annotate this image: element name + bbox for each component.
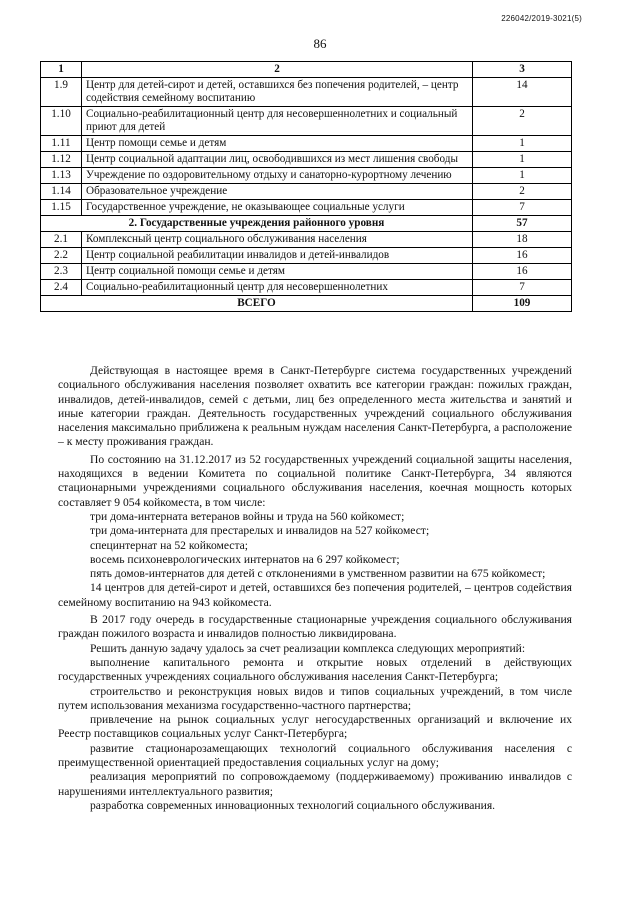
row-count-cell: 1 xyxy=(473,136,572,152)
row-name-cell: Образовательное учреждение xyxy=(82,184,473,200)
row-name-cell: Центр социальной помощи семье и детям xyxy=(82,264,473,280)
row-number-cell: 1.12 xyxy=(41,152,82,168)
row-name-cell: Центр социальной адаптации лиц, освободившихся из мест лишения свободы xyxy=(82,152,473,168)
row-number-cell: 1.15 xyxy=(41,200,82,216)
row-number-cell: 2.2 xyxy=(41,248,82,264)
column-header-3: 3 xyxy=(473,62,572,78)
row-count-cell: 7 xyxy=(473,200,572,216)
table-row xyxy=(41,78,572,107)
table-row xyxy=(41,184,572,200)
column-header-2: 2 xyxy=(82,62,473,78)
column-header-1: 1 xyxy=(41,62,82,78)
table-row xyxy=(41,200,572,216)
total-count-cell: 109 xyxy=(473,296,572,312)
row-number-cell: 1.13 xyxy=(41,168,82,184)
paragraph: развитие стационарозамещающих технологий социального обслуживания населения с преимущественной ориентацией предоставления социальных услуг на дому; xyxy=(58,741,572,770)
paragraph: По состоянию на 31.12.2017 из 52 государственных учреждений социальной защиты населения, находящихся в ведении Комитета по социальной политике Санкт-Петербурга, 34 являются стационарными учреждениями социального обслуживания населения, коечная мощность которых составляет 9 054 койкоместа, в том числе: xyxy=(58,452,572,509)
total-label-cell: ВСЕГО xyxy=(41,296,473,312)
paragraph: реализация мероприятий по сопровождаемому (поддерживаемому) проживанию инвалидов с нарушениями интеллектуального развития; xyxy=(58,770,572,798)
paragraph: восемь психоневрологических интернатов на 6 297 койкомест; xyxy=(90,552,400,566)
document-id: 226042/2019-3021(5) xyxy=(501,14,582,23)
row-name-cell: Социально-реабилитационный центр для несовершеннолетних xyxy=(82,280,473,296)
row-count-cell: 16 xyxy=(473,248,572,264)
table-row xyxy=(41,232,572,248)
row-name-cell: Центр для детей-сирот и детей, оставшихся без попечения родителей, – центр содействия семейному воспитанию xyxy=(82,78,473,107)
institutions-table xyxy=(40,61,572,312)
paragraph: три дома-интерната ветеранов войны и труда на 560 койкомест; xyxy=(90,509,405,523)
row-count-cell: 1 xyxy=(473,152,572,168)
row-count-cell: 2 xyxy=(473,107,572,136)
paragraph: три дома-интерната для престарелых и инвалидов на 527 койкомест; xyxy=(90,524,430,538)
row-count-cell: 18 xyxy=(473,232,572,248)
table-row xyxy=(41,152,572,168)
row-count-cell: 2 xyxy=(473,184,572,200)
paragraph: пять домов-интернатов для детей с отклонениями в умственном развитии на 675 койкомест; xyxy=(90,567,546,581)
paragraph: привлечение на рынок социальных услуг негосударственных организаций и включение их Реестр поставщиков социальных услуг Санкт-Петербурга; xyxy=(58,713,572,741)
paragraph: строительство и реконструкция новых видов и типов социальных учреждений, в том числе путем использования механизма государственно-частного партнерства; xyxy=(58,684,572,712)
section-label-cell: 2. Государственные учреждения районного уровня xyxy=(41,216,473,232)
table-row xyxy=(41,280,572,296)
table-header-row xyxy=(41,62,572,78)
paragraph: специнтернат на 52 койкоместа; xyxy=(90,538,249,552)
row-name-cell: Учреждение по оздоровительному отдыху и санаторно-курортному лечению xyxy=(82,168,473,184)
row-name-cell: Центр помощи семье и детям xyxy=(82,136,473,152)
paragraph: Действующая в настоящее время в Санкт-Петербурге система государственных учреждений социального обслуживания населения позволяет охватить все категории граждан: пожилых граждан, инвалидов, детей-инвалидов, семей с детьми, лиц без определенного места жительства и занятий и иные категории граждан. Деятельность государственных учреждений социального обслуживания населения максимально приближена к реальным нуждам населения Санкт-Петербурга, а расположение – к месту проживания граждан. xyxy=(58,364,572,449)
table-row xyxy=(41,264,572,280)
paragraph: разработка современных инновационных технологий социального обслуживания. xyxy=(90,798,496,812)
row-number-cell: 2.1 xyxy=(41,232,82,248)
row-number-cell: 1.14 xyxy=(41,184,82,200)
section-row xyxy=(41,216,572,232)
row-count-cell: 1 xyxy=(473,168,572,184)
table-row xyxy=(41,168,572,184)
table-row xyxy=(41,136,572,152)
body-text xyxy=(58,364,572,813)
total-row xyxy=(41,296,572,312)
page-number: 86 xyxy=(313,36,327,51)
row-count-cell: 16 xyxy=(473,264,572,280)
row-count-cell: 7 xyxy=(473,280,572,296)
row-number-cell: 2.3 xyxy=(41,264,82,280)
paragraph: 14 центров для детей-сирот и детей, оставшихся без попечения родителей, – центров содействия семейному воспитанию на 943 койкоместа. xyxy=(58,581,572,609)
row-name-cell: Центр социальной реабилитации инвалидов и детей-инвалидов xyxy=(82,248,473,264)
row-number-cell: 1.11 xyxy=(41,136,82,152)
row-number-cell: 2.4 xyxy=(41,280,82,296)
row-name-cell: Социально-реабилитационный центр для несовершеннолетних и социальный приют для детей xyxy=(82,107,473,136)
table-row xyxy=(41,107,572,136)
paragraph: В 2017 году очередь в государственные стационарные учреждения социального обслуживания граждан пожилого возраста и инвалидов полностью ликвидирована. xyxy=(58,613,572,641)
section-count-cell: 57 xyxy=(473,216,572,232)
row-number-cell: 1.9 xyxy=(41,78,82,107)
table-row xyxy=(41,248,572,264)
paragraph: выполнение капитального ремонта и открытие новых отделений в действующих государственных учреждениях социального обслуживания населения Санкт-Петербурга; xyxy=(58,655,572,684)
row-number-cell: 1.10 xyxy=(41,107,82,136)
paragraph: Решить данную задачу удалось за счет реализации комплекса следующих мероприятий: xyxy=(90,641,526,655)
row-count-cell: 14 xyxy=(473,78,572,107)
row-name-cell: Комплексный центр социального обслуживания населения xyxy=(82,232,473,248)
row-name-cell: Государственное учреждение, не оказывающее социальные услуги xyxy=(82,200,473,216)
